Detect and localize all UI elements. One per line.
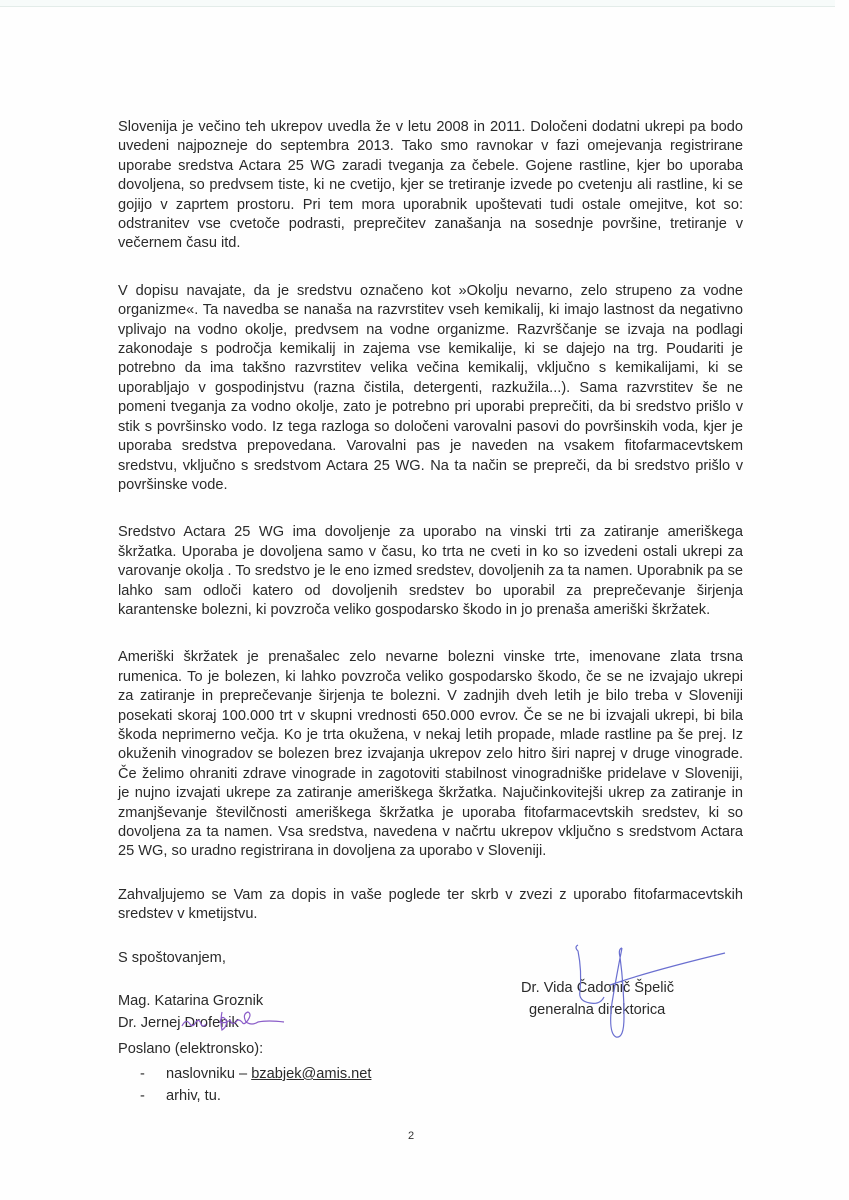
sent-label: Poslano (elektronsko): [118,1041,264,1057]
distribution-text: arhiv, tu. [166,1088,221,1104]
paragraph-4: Ameriški škržatek je prenašalec zelo nevarne bolezni vinske trte, imenovane zlata trsna rumenica. To je bolezen, ki lahko povzroča veliko gospodarsko škodo, če se ne izvajajo ukrepi za zatiranje in preprečevanje širjenja te bolezni. V zadnjih dveh letih je bilo treba v Sloveniji posekati skoraj 100.000 trt v skupni vrednosti 650.000 evrov. Če se ne bi izvajali ukrepi, bi bila škoda neprimerno večja. Ko je trta okužena, v nekaj letih propade, mlade rastline pa še prej. Iz okuženih vinogradov se bolezen brez izvajanja ukrepov zelo hitro širi naprej v druge vinograde. Če želimo ohraniti zdrave vinograde in zagotoviti stabilnost vinogradniške pridelave v Sloveniji, je nujno izvajati ukrepe za zatiranje ameriškega škržatka. Najučinkovitejši ukrep za zatiranje in zmanjševanje številčnosti ameriškega škržatka je uporaba fitofarmacevtskih sredstev, ki so dovoljena za ta namen. Vsa sredstva, navedena v načrtu ukrepov vključno s sredstvom Actara 25 WG, so uradno registrirana in dovoljena za uporabo v Sloveniji. [118,649,743,860]
letter-body [118,118,743,968]
signatory-name: Dr. Jernej Drofenik [118,1015,239,1031]
closing-salutation: S spoštovanjem, [118,949,226,966]
distribution-item [118,1085,371,1107]
signatory-name: Mag. Katarina Groznik [118,993,264,1009]
scan-edge [0,0,835,7]
paragraph-1: Slovenija je večino teh ukrepov uvedla že v letu 2008 in 2011. Določeni dodatni ukrepi pa bodo uvedeni najpozneje do septembra 2013. Tako smo ravnokar v fazi omejevanja registrirane uporabe sredstva Actara 25 WG zaradi tveganja za čebele. Gojene rastline, kjer bo uporaba dovoljena, so predvsem tiste, ki ne cvetijo, kjer se tretiranje izvede po cvetenju ali rastline, ki se gojijo v zaprtem prostoru. Pri tem mora uporabnik upoštevati tudi ostale omejitve, kot so: odstranitev vse cvetoče podrasti, preprečitev zanašanja na sosednje površine, tretiranje v večernem času itd. [118,119,743,252]
distribution-list [118,1038,371,1107]
page-number: 2 [408,1130,415,1142]
list-dash: - [140,1088,145,1104]
distribution-item [118,1063,371,1085]
director-name: Dr. Vida Čadonič Špelič [521,980,675,996]
paragraph-2: V dopisu navajate, da je sredstvu označeno kot »Okolju nevarno, zelo strupeno za vodne organizme«. Ta navedba se nanaša na razvrstitev vseh kemikalij, ki imajo lastnost da negativno vplivajo na vodno okolje, predvsem na vodne organizme. Razvrščanje se izvaja na podlagi zakonodaje s področja kemikalij in zajema vse kemikalije, ki se dajejo na trg. Poudariti je potrebno da ima takšno razvrstitev velika večina kemikalij, vključno s kemikalijami, ki se uporabljajo v gospodinjstvu (razna čistila, detergenti, razkužila...). Sama razvrstitev še ne pomeni tveganja za vodno okolje, zato je potrebno pri uporabi preprečiti, da bi sredstvo prišlo v stik s površinsko vodo. Iz tega razloga so določeni varovalni pasovi do površinskih voda, kjer je uporaba sredstva prepovedana. Varovalni pas je naveden na vsakem fitofarmacevtskem sredstvu, vključno s sredstvom Actara 25 WG. Na ta način se prepreči, da bi sredstvo prišlo v površinske vode. [118,282,743,493]
list-dash: - [140,1066,145,1082]
email-link[interactable]: bzabjek@amis.net [251,1066,372,1082]
distribution-text: naslovniku – [166,1066,252,1082]
handwritten-signature-director [560,940,730,1040]
handwritten-signature-initials [180,1006,310,1034]
paragraph-3: Sredstvo Actara 25 WG ima dovoljenje za uporabo na vinski trti za zatiranje ameriškega škržatka. Uporaba je dovoljena samo v času, ko trta ne cveti in ko so izvedeni ostali ukrepi za varovanje okolja . To sredstvo je le eno izmed sredstev, dovoljenih za ta namen. Uporabnik pa se lahko sam odloči katero od dovoljenih sredstev bo uporabil za preprečevanje širjenja karantenske bolezni, ki povzroča veliko gospodarsko škodo in jo prenaša ameriški škržatek. [118,524,743,618]
paragraph-5: Zahvaljujemo se Vam za dopis in vaše poglede ter skrb v zvezi z uporabo fitofarmacevtskih sredstev v kmetijstvu. [118,886,743,923]
director-title: generalna direktorica [529,1002,666,1018]
